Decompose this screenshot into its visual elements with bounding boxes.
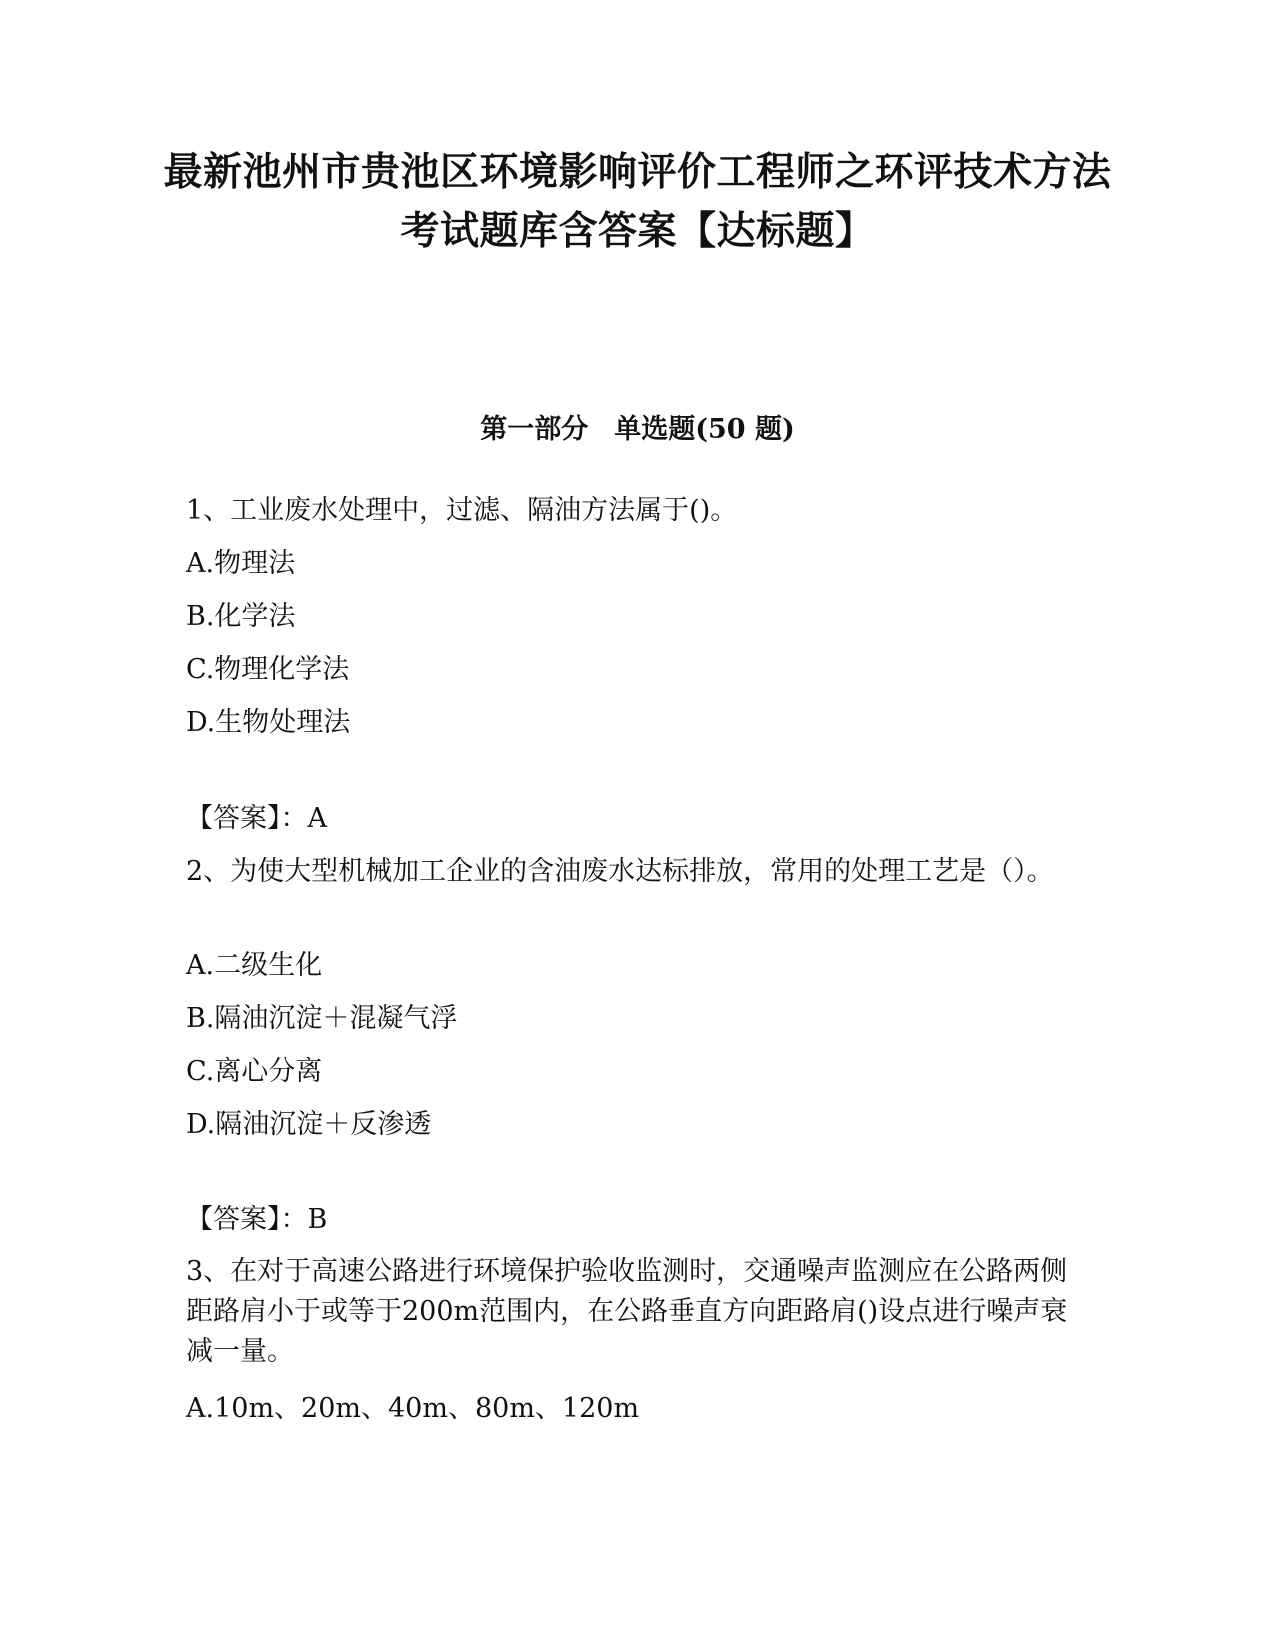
question-2-answer: 【答案】：B — [186, 1204, 328, 1235]
question-1-option-d: D.生物处理法 — [186, 707, 351, 738]
question-2-option-a: A.二级生化 — [186, 950, 323, 981]
question-1-answer: 【答案】：A — [186, 803, 327, 834]
document-title: 最新池州市贵池区环境影响评价工程师之环评技术方法考试题库含答案【达标题】 — [163, 150, 1112, 254]
question-2-option-d: D.隔油沉淀＋反渗透 — [186, 1109, 432, 1140]
question-2-option-b: B.隔油沉淀＋混凝气浮 — [186, 1003, 458, 1034]
question-1-option-c: C.物理化学法 — [186, 654, 350, 685]
section-part: 第一部分 — [480, 414, 589, 445]
section-heading — [0, 412, 1275, 448]
question-2-stem: 2、为使大型机械加工企业的含油废水达标排放，常用的处理工艺是（）。 — [186, 856, 1054, 887]
question-1-stem: 1、工业废水处理中，过滤、隔油方法属于()。 — [186, 495, 738, 526]
question-2-option-c: C.离心分离 — [186, 1056, 323, 1087]
question-3-stem: 3、在对于高速公路进行环境保护验收监测时，交通噪声监测应在公路两侧距路肩小于或等于200m范围内，在公路垂直方向距路肩()设点进行噪声衰减一量。 — [186, 1256, 1068, 1367]
question-1-option-a: A.物理法 — [186, 548, 296, 579]
section-type: 单选题(50 题) — [614, 414, 795, 445]
question-1-option-b: B.化学法 — [186, 601, 296, 632]
question-3-option-a: A.10m、20m、40m、80m、120m — [186, 1393, 640, 1424]
